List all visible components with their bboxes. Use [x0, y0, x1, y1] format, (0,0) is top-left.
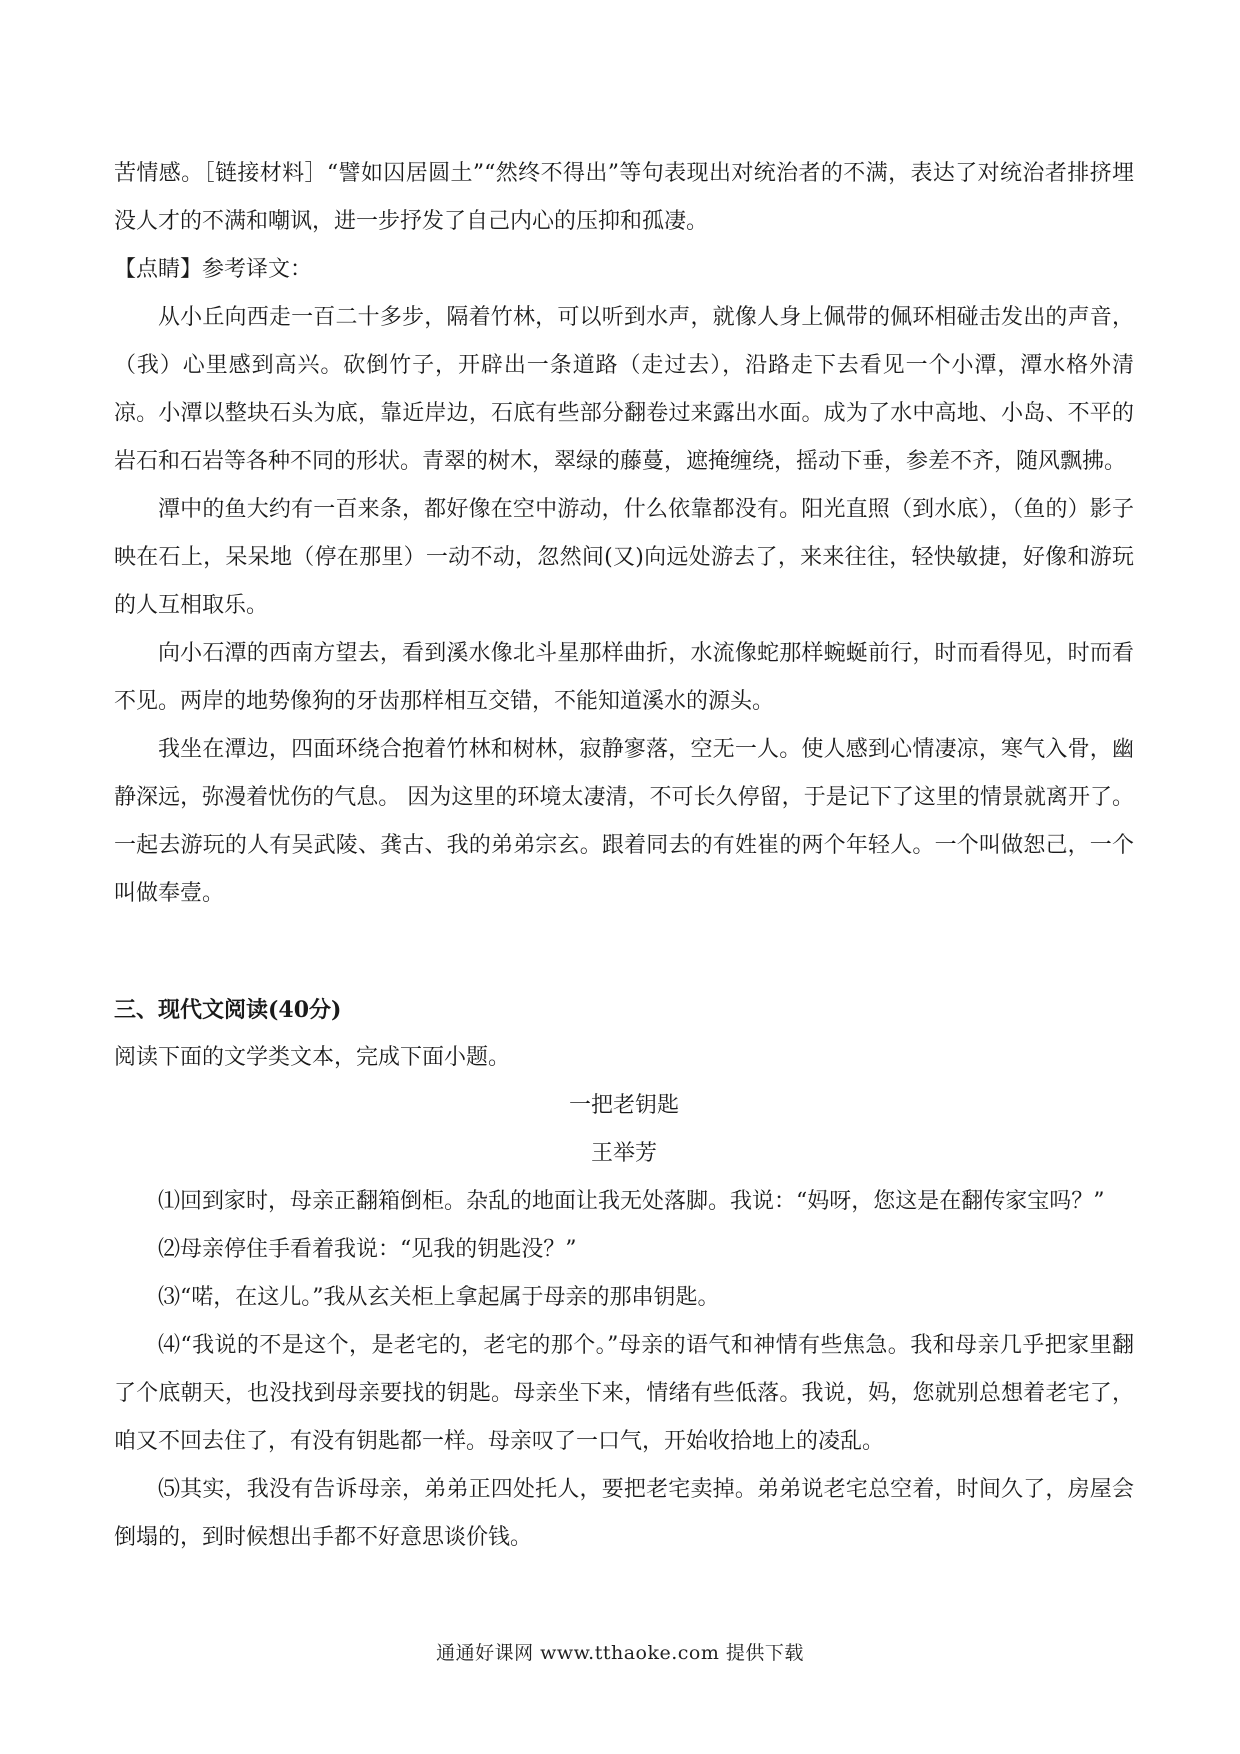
story-author: 王举芳	[590, 1141, 657, 1166]
translation-paragraph-1: 从小丘向西走一百二十多步，隔着竹林，可以听到水声，就像人身上佩带的佩环相碰击发出的声音，（我）心里感到高兴。砍倒竹子，开辟出一条道路（走过去），沿路走下去看见一个小潭，潭水格外清凉。小潭以整块石头为底，靠近岸边，石底有些部分翻卷过来露出水面。成为了水中高地、小岛、不平的岩石和石岩等各种不同的形状。青翠的树木，翠绿的藤蔓，遮掩缠绕，摇动下垂，参差不齐，随风飘拂。	[114, 305, 1134, 474]
story-paragraph-3: ⑶“喏，在这儿。”我从玄关柜上拿起属于母亲的那串钥匙。	[158, 1285, 720, 1310]
translation-paragraph-4: 我坐在潭边，四面环绕合抱着竹林和树林，寂静寥落，空无一人。使人感到心情凄凉，寒气入骨，幽静深远，弥漫着忧伤的气息。 因为这里的环境太凄清，不可长久停留，于是记下了这里的情景就离开了。一起去游玩的人有吴武陵、龚古、我的弟弟宗玄。跟着同去的有姓崔的两个年轻人。一个叫做恕己，一个叫做奉壹。	[114, 737, 1134, 906]
spacer	[114, 918, 1134, 966]
tip-heading: 【点睛】参考译文：	[114, 257, 313, 282]
page-content	[114, 150, 1134, 1562]
page-footer: 通通好课网 www.tthaoke.com 提供下载	[436, 1642, 804, 1664]
story-paragraph-2: ⑵母亲停住手看着我说：“见我的钥匙没？”	[158, 1237, 577, 1262]
story-paragraph-4: ⑷“我说的不是这个，是老宅的，老宅的那个。”母亲的语气和神情有些焦急。我和母亲几乎把家里翻了个底朝天，也没找到母亲要找的钥匙。母亲坐下来，情绪有些低落。我说，妈，您就别总想着老宅了，咱又不回去住了，有没有钥匙都一样。母亲叹了一口气，开始收拾地上的凌乱。	[114, 1333, 1134, 1454]
story-title: 一把老钥匙	[568, 1093, 679, 1118]
section-title: 三、现代文阅读(40分)	[114, 997, 342, 1023]
translation-paragraph-3: 向小石潭的西南方望去，看到溪水像北斗星那样曲折，水流像蛇那样蜿蜒前行，时而看得见，时而看不见。两岸的地势像狗的牙齿那样相互交错，不能知道溪水的源头。	[114, 641, 1134, 714]
translation-paragraph-2: 潭中的鱼大约有一百来条，都好像在空中游动，什么依靠都没有。阳光直照（到水底），（鱼的）影子映在石上，呆呆地（停在那里）一动不动，忽然间(又)向远处游去了，来来往往，轻快敏捷，好像和游玩的人互相取乐。	[114, 497, 1134, 618]
story-paragraph-1: ⑴回到家时，母亲正翻箱倒柜。杂乱的地面让我无处落脚。我说：“妈呀，您这是在翻传家宝吗？”	[158, 1189, 1105, 1214]
story-paragraph-5: ⑸其实，我没有告诉母亲，弟弟正四处托人，要把老宅卖掉。弟弟说老宅总空着，时间久了，房屋会倒塌的，到时候想出手都不好意思谈价钱。	[114, 1477, 1134, 1550]
continued-paragraph: 苦情感。［链接材料］“譬如囚居圆土”“然终不得出”等句表现出对统治者的不满，表达了对统治者排挤埋没人才的不满和嘲讽，进一步抒发了自己内心的压抑和孤凄。	[114, 161, 1134, 234]
section-instruction: 阅读下面的文学类文本，完成下面小题。	[114, 1045, 511, 1070]
